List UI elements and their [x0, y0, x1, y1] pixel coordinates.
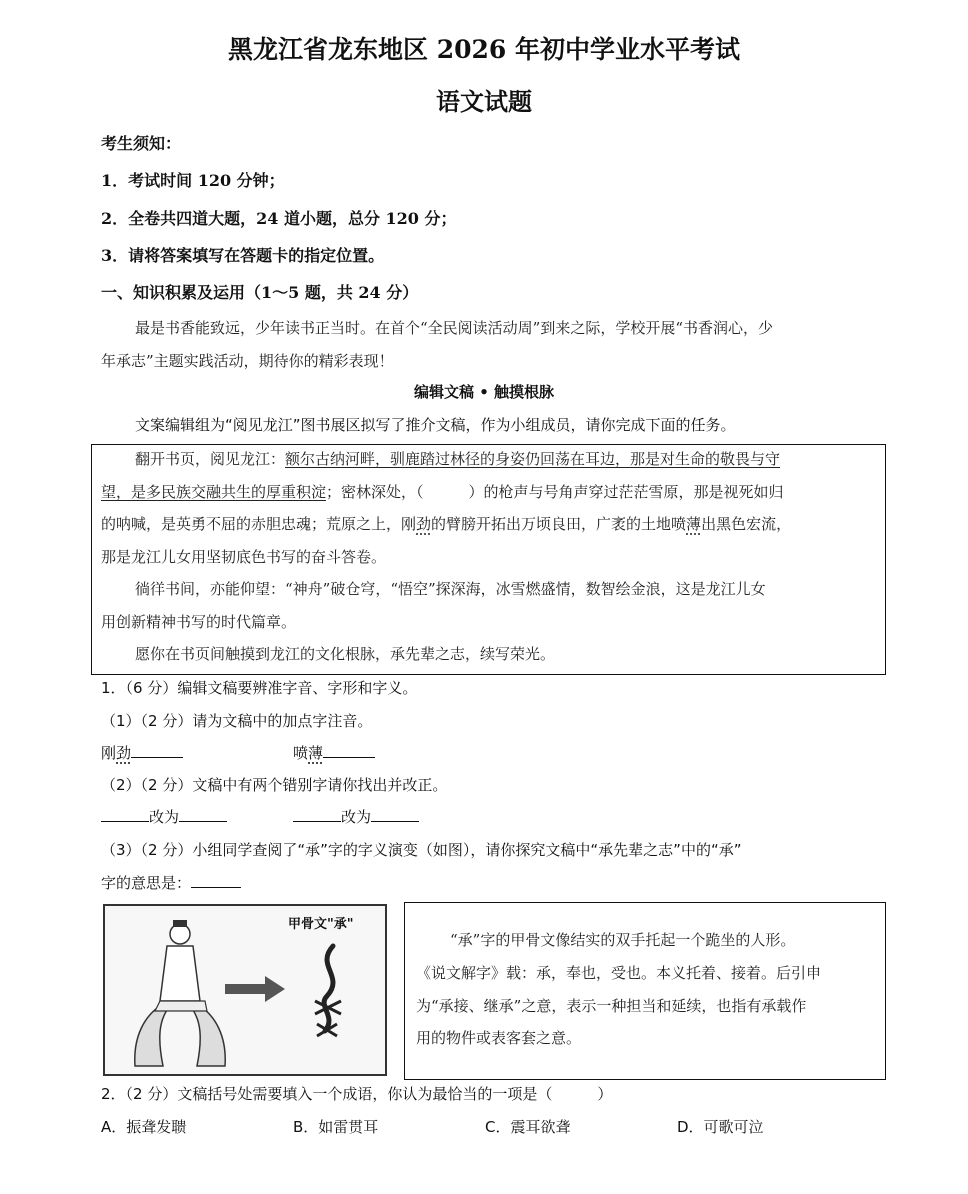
question-1-sub2: （2）（2 分）文稿中有两个错别字请你找出并改正。	[101, 776, 448, 794]
note-line: “承”字的甲骨文像结实的双手托起一个跪坐的人形。	[450, 931, 796, 949]
notice-item: 3．请将答案填写在答题卡的指定位置。	[101, 246, 385, 265]
option-c[interactable]: C．震耳欲聋	[485, 1118, 571, 1136]
note-line: 为“承接、继承”之意，表示一种担当和延续，也指有承载作	[416, 997, 807, 1015]
section-heading: 一、知识积累及运用（1～5 题，共 24 分）	[101, 283, 419, 302]
answer-blank[interactable]	[131, 743, 183, 758]
notice-item: 2．全卷共四道大题，24 道小题，总分 120 分；	[101, 209, 457, 228]
change-label: 改为	[149, 808, 180, 826]
task-title: 编辑文稿 • 触摸根脉	[413, 383, 555, 401]
question-1-sub3-cont	[101, 872, 241, 893]
option-a[interactable]: A．振聋发聩	[101, 1118, 187, 1136]
arrow-shaft-icon	[225, 984, 265, 994]
answer-blank[interactable]	[293, 807, 341, 822]
dotted-char: 劲	[416, 515, 432, 533]
article-line: 徜徉书间，亦能仰望：“神舟”破仓穹，“悟空”探深海，冰雪燃盛情，数智绘金浪，这是龙江儿女	[135, 580, 766, 598]
underlined-sentence: 望，是多民族交融共生的厚重积淀	[101, 483, 327, 501]
answer-blank[interactable]	[323, 743, 375, 758]
article-text: 的臂膀开拓出万顷良田，广袤的土地喷	[431, 515, 687, 533]
article-text: ；密林深处，（ ）的枪声与号角声穿过茫茫雪原，那是视死如归	[326, 483, 784, 501]
underlined-sentence: 额尔古纳河畔，驯鹿踏过林径的身姿仍回荡在耳边，那是对生命的敬畏与守	[285, 450, 781, 468]
correction-item-2	[293, 806, 419, 827]
article-text: 的呐喊，是英勇不屈的赤胆忠魂；荒原之上，刚	[101, 515, 417, 533]
article-text: 翻开书页，阅见龙江：	[135, 450, 286, 468]
task-description: 文案编辑组为“阅见龙江”图书展区拟写了推介文稿，作为小组成员，请你完成下面的任务。	[135, 416, 736, 434]
question-1-stem: 1．（6 分）编辑文稿要辨准字音、字形和字义。	[101, 679, 418, 697]
question-1-sub3: （3）（2 分）小组同学查阅了“承”字的字义演变（如图），请你探究文稿中“承先辈之志”中的“承”	[101, 841, 742, 859]
answer-blank[interactable]	[371, 807, 419, 822]
arrow-head-icon	[265, 976, 285, 1002]
article-line	[101, 481, 784, 502]
sub3-text: 字的意思是：	[101, 874, 192, 892]
note-line: 《说文解字》载：承，奉也，受也。本义托着、接着。后引申	[416, 964, 822, 982]
intro-line: 最是书香能致远，少年读书正当时。在首个“全民阅读活动周”到来之际，学校开展“书香润心，少	[135, 319, 774, 337]
left-hand-icon	[135, 1006, 167, 1066]
intro-line: 年承志”主题实践活动，期待你的精彩表现！	[101, 352, 394, 370]
exam-subtitle: 语文试题	[436, 87, 532, 116]
option-b[interactable]: B．如雷贯耳	[293, 1118, 379, 1136]
person-robe-icon	[160, 946, 200, 1001]
article-line	[135, 448, 780, 469]
note-line: 用的物件或表客套之意。	[416, 1029, 582, 1047]
dotted-char: 薄	[308, 744, 324, 762]
question-1-sub1: （1）（2 分）请为文稿中的加点字注音。	[101, 712, 373, 730]
exam-title: 黑龙江省龙东地区 2026 年初中学业水平考试	[228, 35, 740, 64]
article-line	[101, 513, 791, 534]
article-line: 愿你在书页间触摸到龙江的文化根脉，承先辈之志，续写荣光。	[135, 645, 556, 663]
pinyin-item-2	[293, 742, 375, 763]
answer-blank[interactable]	[101, 807, 149, 822]
question-2-stem: 2．（2 分）文稿括号处需要填入一个成语，你认为最恰当的一项是（ ）	[101, 1085, 613, 1103]
person-knees-icon	[155, 1001, 207, 1011]
article-line: 用创新精神书写的时代篇章。	[101, 613, 297, 631]
correction-item-1	[101, 806, 227, 827]
person-hat-icon	[173, 920, 187, 927]
article-text: 出黑色宏流，	[701, 515, 792, 533]
notice-item: 1．考试时间 120 分钟；	[101, 171, 285, 190]
answer-blank[interactable]	[191, 873, 241, 888]
change-label: 改为	[341, 808, 372, 826]
figure-caption: 甲骨文"承"	[288, 917, 354, 932]
dotted-char: 劲	[116, 744, 132, 762]
pinyin-item-1	[101, 742, 183, 763]
notice-heading: 考生须知：	[101, 134, 182, 153]
word-char: 喷	[293, 744, 309, 762]
word-char: 刚	[101, 744, 117, 762]
answer-blank[interactable]	[179, 807, 227, 822]
option-d[interactable]: D．可歌可泣	[677, 1118, 764, 1136]
right-hand-icon	[193, 1006, 225, 1066]
oracle-glyph-icon	[324, 946, 333, 1031]
dotted-char: 薄	[686, 515, 702, 533]
article-line: 那是龙江儿女用坚韧底色书写的奋斗答卷。	[101, 548, 387, 566]
